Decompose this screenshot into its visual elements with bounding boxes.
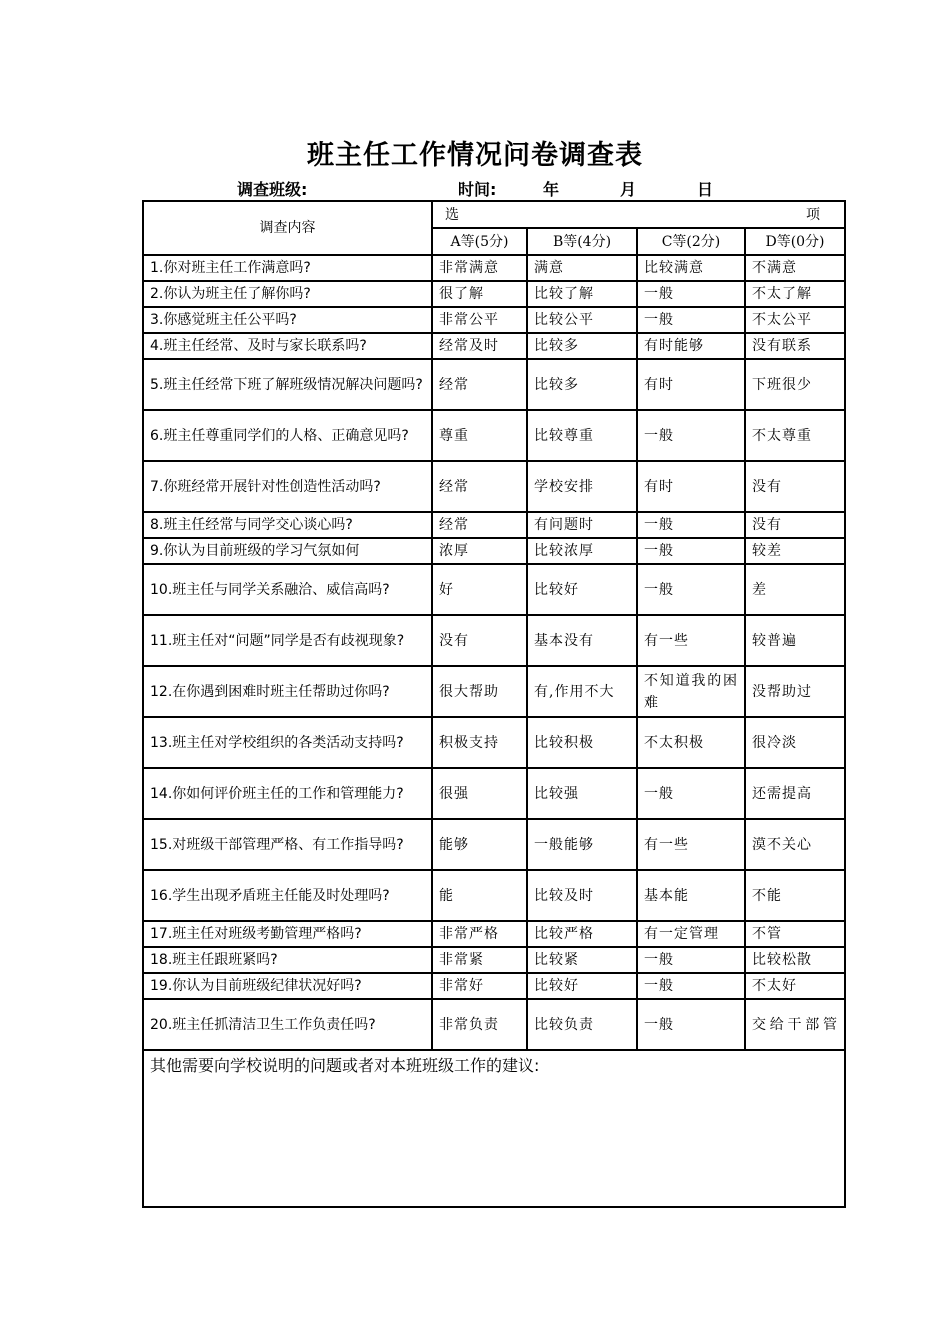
option-d[interactable]: 还需提高 — [745, 768, 845, 819]
option-a[interactable]: 很强 — [432, 768, 527, 819]
option-b[interactable]: 比较浓厚 — [527, 538, 637, 564]
grade-a: A等(5分) — [432, 228, 527, 255]
option-d[interactable]: 漠不关心 — [745, 819, 845, 870]
option-d[interactable]: 比较松散 — [745, 947, 845, 973]
question-text: 17.班主任对班级考勤管理严格吗? — [143, 921, 432, 947]
month-label: 月 — [620, 180, 637, 199]
question-row — [143, 410, 845, 461]
question-text: 16.学生出现矛盾班主任能及时处理吗? — [143, 870, 432, 921]
option-d[interactable]: 不太好 — [745, 973, 845, 999]
question-text: 9.你认为目前班级的学习气氛如何 — [143, 538, 432, 564]
question-text: 8.班主任经常与同学交心谈心吗? — [143, 512, 432, 538]
option-d[interactable]: 不太尊重 — [745, 410, 845, 461]
option-c[interactable]: 一般 — [637, 768, 745, 819]
class-label: 调查班级: — [237, 180, 308, 199]
option-a[interactable]: 非常公平 — [432, 307, 527, 333]
option-b[interactable]: 比较好 — [527, 564, 637, 615]
question-text: 5.班主任经常下班了解班级情况解决问题吗? — [143, 359, 432, 410]
option-a[interactable]: 能 — [432, 870, 527, 921]
question-text: 7.你班经常开展针对性创造性活动吗? — [143, 461, 432, 512]
header-content: 调查内容 — [143, 201, 432, 255]
question-row — [143, 307, 845, 333]
option-d[interactable]: 很冷淡 — [745, 717, 845, 768]
option-b[interactable]: 基本没有 — [527, 615, 637, 666]
question-text: 15.对班级干部管理严格、有工作指导吗? — [143, 819, 432, 870]
question-row — [143, 973, 845, 999]
question-row — [143, 615, 845, 666]
question-row — [143, 819, 845, 870]
option-c[interactable]: 不太积极 — [637, 717, 745, 768]
option-a[interactable]: 能够 — [432, 819, 527, 870]
question-row — [143, 538, 845, 564]
option-c[interactable]: 有时 — [637, 461, 745, 512]
grade-b: B等(4分) — [527, 228, 637, 255]
question-text: 1.你对班主任工作满意吗? — [143, 255, 432, 281]
option-b[interactable]: 有问题时 — [527, 512, 637, 538]
option-c[interactable]: 有一些 — [637, 819, 745, 870]
day-label: 日 — [697, 180, 714, 199]
question-rows — [143, 255, 845, 1050]
option-a[interactable]: 好 — [432, 564, 527, 615]
option-c[interactable]: 有时 — [637, 359, 745, 410]
question-text: 19.你认为目前班级纪律状况好吗? — [143, 973, 432, 999]
option-b[interactable]: 比较多 — [527, 333, 637, 359]
option-a[interactable]: 经常及时 — [432, 333, 527, 359]
survey-table — [142, 200, 846, 1208]
question-row — [143, 281, 845, 307]
option-d[interactable]: 没有 — [745, 512, 845, 538]
option-b[interactable]: 比较严格 — [527, 921, 637, 947]
option-a[interactable]: 非常严格 — [432, 921, 527, 947]
option-b[interactable]: 满意 — [527, 255, 637, 281]
option-d[interactable]: 不太了解 — [745, 281, 845, 307]
header-options-left: 选 — [445, 207, 459, 223]
question-text: 18.班主任跟班紧吗? — [143, 947, 432, 973]
option-a[interactable]: 非常负责 — [432, 999, 527, 1050]
option-a[interactable]: 非常满意 — [432, 255, 527, 281]
question-row — [143, 512, 845, 538]
question-text: 2.你认为班主任了解你吗? — [143, 281, 432, 307]
option-c[interactable]: 基本能 — [637, 870, 745, 921]
option-c[interactable]: 一般 — [637, 947, 745, 973]
question-row — [143, 921, 845, 947]
grade-d: D等(0分) — [745, 228, 845, 255]
option-d[interactable]: 不能 — [745, 870, 845, 921]
option-d[interactable]: 下班很少 — [745, 359, 845, 410]
option-b[interactable]: 比较强 — [527, 768, 637, 819]
option-c[interactable]: 比较满意 — [637, 255, 745, 281]
question-row — [143, 255, 845, 281]
suggestion-box[interactable]: 其他需要向学校说明的问题或者对本班班级工作的建议: — [143, 1050, 845, 1207]
option-b[interactable]: 比较公平 — [527, 307, 637, 333]
option-d[interactable]: 差 — [745, 564, 845, 615]
question-row — [143, 564, 845, 615]
option-c[interactable]: 一般 — [637, 410, 745, 461]
option-d[interactable]: 较差 — [745, 538, 845, 564]
option-a[interactable]: 非常紧 — [432, 947, 527, 973]
option-d[interactable]: 交给干部管 — [745, 999, 845, 1050]
option-c[interactable]: 一般 — [637, 307, 745, 333]
option-a[interactable]: 没有 — [432, 615, 527, 666]
question-text: 20.班主任抓清洁卫生工作负责任吗? — [143, 999, 432, 1050]
option-c[interactable]: 一般 — [637, 999, 745, 1050]
option-d[interactable]: 没帮助过 — [745, 666, 845, 717]
option-d[interactable]: 不管 — [745, 921, 845, 947]
option-a[interactable]: 很大帮助 — [432, 666, 527, 717]
grade-c: C等(2分) — [637, 228, 745, 255]
page-title: 班主任工作情况问卷调查表 — [307, 140, 643, 171]
option-d[interactable]: 没有联系 — [745, 333, 845, 359]
question-text: 4.班主任经常、及时与家长联系吗? — [143, 333, 432, 359]
option-b[interactable]: 比较好 — [527, 973, 637, 999]
question-text: 3.你感觉班主任公平吗? — [143, 307, 432, 333]
question-text: 12.在你遇到困难时班主任帮助过你吗? — [143, 666, 432, 717]
option-d[interactable]: 没有 — [745, 461, 845, 512]
question-row — [143, 717, 845, 768]
option-a[interactable]: 经常 — [432, 461, 527, 512]
question-row — [143, 999, 845, 1050]
option-c[interactable]: 不知道我的困难 — [637, 666, 745, 717]
option-b[interactable]: 学校安排 — [527, 461, 637, 512]
option-d[interactable]: 不太公平 — [745, 307, 845, 333]
option-c[interactable]: 一般 — [637, 281, 745, 307]
option-a[interactable]: 非常好 — [432, 973, 527, 999]
question-row — [143, 768, 845, 819]
option-a[interactable]: 经常 — [432, 359, 527, 410]
question-row — [143, 461, 845, 512]
question-text: 10.班主任与同学关系融洽、威信高吗? — [143, 564, 432, 615]
option-c[interactable]: 一般 — [637, 538, 745, 564]
question-text: 11.班主任对“问题”同学是否有歧视现象? — [143, 615, 432, 666]
header-options-right: 项 — [806, 207, 820, 223]
question-row — [143, 359, 845, 410]
option-a[interactable]: 经常 — [432, 512, 527, 538]
option-b[interactable]: 比较紧 — [527, 947, 637, 973]
time-label: 时间: — [458, 180, 497, 199]
option-c[interactable]: 一般 — [637, 973, 745, 999]
option-a[interactable]: 积极支持 — [432, 717, 527, 768]
question-row — [143, 666, 845, 717]
question-text: 6.班主任尊重同学们的人格、正确意见吗? — [143, 410, 432, 461]
option-c[interactable]: 一般 — [637, 512, 745, 538]
question-row — [143, 870, 845, 921]
option-a[interactable]: 浓厚 — [432, 538, 527, 564]
option-a[interactable]: 尊重 — [432, 410, 527, 461]
option-b[interactable]: 有,作用不大 — [527, 666, 637, 717]
option-b[interactable]: 一般能够 — [527, 819, 637, 870]
option-b[interactable]: 比较负责 — [527, 999, 637, 1050]
option-d[interactable]: 较普遍 — [745, 615, 845, 666]
option-a[interactable]: 很了解 — [432, 281, 527, 307]
question-row — [143, 333, 845, 359]
option-b[interactable]: 比较了解 — [527, 281, 637, 307]
option-d[interactable]: 不满意 — [745, 255, 845, 281]
option-b[interactable]: 比较多 — [527, 359, 637, 410]
option-b[interactable]: 比较及时 — [527, 870, 637, 921]
option-c[interactable]: 有一些 — [637, 615, 745, 666]
option-c[interactable]: 有一定管理 — [637, 921, 745, 947]
question-row — [143, 947, 845, 973]
header-options — [432, 201, 845, 228]
question-text: 14.你如何评价班主任的工作和管理能力? — [143, 768, 432, 819]
year-label: 年 — [543, 180, 560, 199]
question-text: 13.班主任对学校组织的各类活动支持吗? — [143, 717, 432, 768]
option-b[interactable]: 比较积极 — [527, 717, 637, 768]
option-b[interactable]: 比较尊重 — [527, 410, 637, 461]
option-c[interactable]: 一般 — [637, 564, 745, 615]
option-c[interactable]: 有时能够 — [637, 333, 745, 359]
